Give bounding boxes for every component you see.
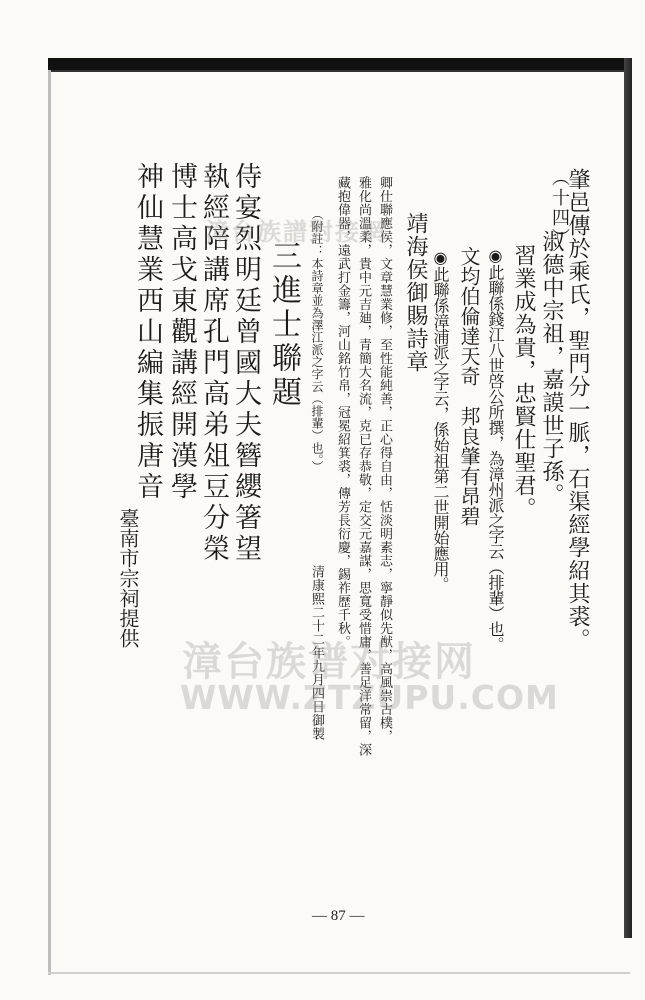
poem-line-3: 藏抱偉器，遠武打金籌，河山銘竹帛，冠冕紹箕裘，傳芳長衍慶，錫祚歷千秋。 [335, 176, 350, 649]
couplet-line-3: 習業成為貴，忠賢仕聖君。 [511, 244, 536, 520]
watermark-line-2: 漳台族谱对接网 [182, 639, 476, 685]
imperial-poem-title: 靖海侯御賜詩章 [403, 212, 428, 373]
poem-date-signature: 清康熙二十二年九月四日御製 [309, 565, 324, 741]
scan-border-top [48, 58, 630, 72]
scan-border-right [624, 58, 632, 938]
page-number: — 87 — [312, 908, 365, 924]
jinshi-couplet-3: 博士高戈東觀講經開漢學 [166, 162, 197, 503]
note-zhangzhou-branch: ◉此聯係錢江八世啓公所撰，為漳州派之字云（排輩）也。 [486, 246, 505, 652]
generation-characters: 文均伯倫達天奇 邦良肇有昂碧 [457, 246, 481, 526]
jinshi-couplet-2: 執經陪講席孔門高弟俎豆分榮 [198, 162, 229, 565]
section-number: （十四） [549, 168, 570, 248]
couplet-line-2: 淑德中宗祖，嘉謨世子孫。 [539, 230, 564, 506]
poem-annotation: （附註：本詩章並為澤江派之字云（排輩）也。） [310, 208, 324, 473]
poem-line-2: 雅化尚溫柔，貴中元吉廸，青簡大名流，克已存恭敬，定交元嘉謀，思寬受惜庸，善足洋常留，深 [356, 176, 371, 757]
scan-border-left [48, 70, 51, 975]
couplet-line-1: 肇邑傳於乘氏，聖門分一脈，石渠經學紹其裘。 [565, 168, 590, 651]
three-jinshi-title: 三進士聯題 [266, 240, 301, 410]
watermark-url: WWW.ZTZUPU.COM [180, 678, 559, 717]
note-zhangpu-branch: ◉此聯係漳浦派之字云，係始祖第二世開始應用。 [431, 248, 450, 592]
jinshi-couplet-4: 神仙慧業西山編集振唐音 [132, 162, 163, 503]
source-credit: 臺南市宗祠提供 [116, 508, 140, 648]
poem-line-1: 卿仕聯應侯，文章慧業修，至性能純善，正心得自由，恬淡明素志，寧靜似先猷，高風崇古樸， [377, 176, 392, 743]
watermark-line-1: 漳台族譜對接網 [205, 218, 387, 246]
jinshi-couplet-1: 侍宴烈明廷曾國大夫簪纓箸望 [230, 162, 261, 565]
scan-border-bottom [48, 972, 630, 974]
